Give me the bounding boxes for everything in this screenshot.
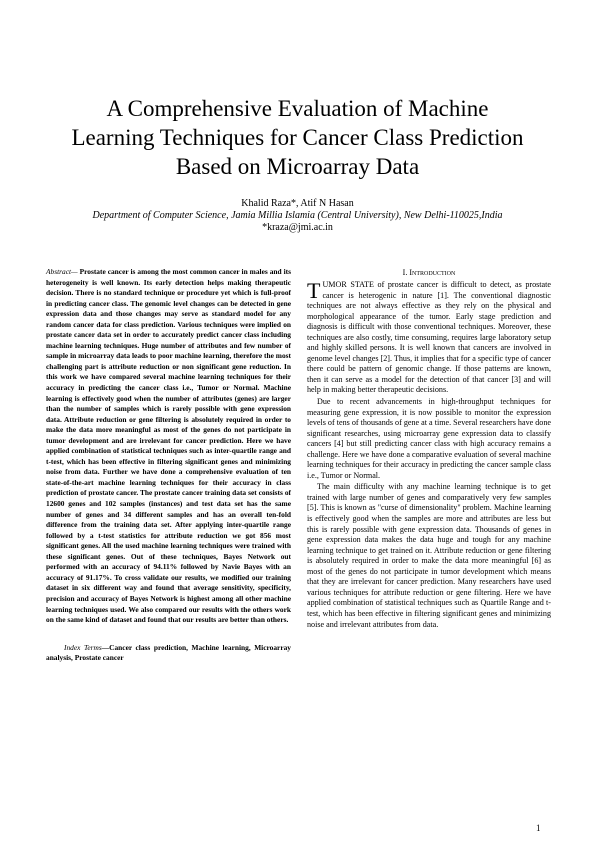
lead-in-caps: UMOR STATE xyxy=(322,280,374,289)
intro-paragraph-3: The main difficulty with any machine learning technique is to get trained with large number of genes and comparatively very few samples [5]. This is known as "curse of dimensionality" problem. Machine learning is effectively good when the samples are more and attributes are less but this is rarely possible with gene expression data. Thousands of genes in gene expression data makes the data huge and tough for any machine learning technique to get trained on it. Attribute reduction or gene filtering is absolutely required in order to make the data more meaningful [6] as most of the genes do not participate in tumor development which means that they are irrelevant for cancer prediction. Many researchers have used various techniques for attribute reduction or gene filtering. Here we have applied combination of statistical techniques such as Quartile Range and t-test, which has been effective in filtering significant genes and minimizing noise and irrelevant attributes from data. xyxy=(307,482,551,629)
page-number: 1 xyxy=(536,823,541,833)
abstract xyxy=(46,267,291,626)
abstract-label: Abstract— xyxy=(46,267,78,276)
section-number: I. xyxy=(402,268,408,277)
author-email: *kraza@jmi.ac.in xyxy=(262,222,333,233)
intro-paragraph-2: Due to recent advancements in high-throughput techniques for measuring gene expression, it is now possible to monitor the expression levels of tens of thousands of gene at a time. Several researchers have done significant researches, using microarray gene expression data to classify cancers [4] but still predicting cancer class with high accuracy remains a challenge. Here we have done a comparative evaluation of several machine learning techniques for their accuracy in predicting the cancer sample class i.e., Tumor or Normal. xyxy=(307,397,551,480)
section-title: Introduction xyxy=(409,268,456,277)
left-column xyxy=(46,267,291,664)
index-terms-label: Index Terms xyxy=(64,642,102,652)
index-terms-text: —Cancer class prediction, Machine learning, Microarray analysis, Prostate cancer xyxy=(46,642,292,663)
paper-title: A Comprehensive Evaluation of Machine Learning Techniques for Cancer Class Prediction Based on Microarray Data xyxy=(71,96,524,179)
paper-authors: Khalid Raza*, Atif N Hasan xyxy=(241,198,354,209)
drop-cap: T xyxy=(307,278,321,303)
intro-paragraph-1 xyxy=(307,280,551,396)
section-heading-introduction xyxy=(307,267,551,278)
index-terms xyxy=(46,643,291,664)
right-column xyxy=(307,267,551,631)
author-affiliation: Department of Computer Science, Jamia Millia Islamia (Central University), New Delhi-110025,India xyxy=(92,210,503,221)
abstract-text: Prostate cancer is among the most common cancer in males and its heterogeneity is well known. Its early detection helps making therapeutic decision. There is no standard technique or procedure yet which is full-proof in predicting cancer class. The genomic level changes can be detected in gene expression data and those changes may serve as standard model for any random cancer data for class prediction. Various techniques were implied on prostate cancer data set in order to accurately predict cancer class including machine learning techniques. Huge number of attributes and few number of sample in microarray data leads to poor machine learning, therefore the most challenging part is attribute reduction or non significant gene reduction. In this work we have compared several machine learning techniques for their accuracy in predicting the cancer class i.e., Tumor or Normal. Machine learning is effectively good when the number of attributes (genes) are larger than the number of samples which is rarely possible with gene expression data. Attribute reduction or gene filtering is absolutely required in order to make the data more meaningful as most of the genes do not participate in tumor development and are irrelevant for cancer prediction. Here we have applied combination of statistical techniques such as inter-quartile range and t-test, which has been effective in filtering significant genes and minimizing noise from data. Further we have done a comprehensive evaluation of ten state-of-the-art machine learning techniques for their accuracy in class prediction of prostate cancer. The prostate cancer training data set consists of 12600 genes and 102 samples (instances) and test data set has the same number of genes and 34 different samples and has an overall ten-fold difference from the training data set. After applying inter-quartile range followed by a t-test statistics for attribute reduction we got 856 most significant genes. All the used machine learning techniques were trained with these significant genes. Out of these techniques, Bayes Network out performed with an accuracy of 94.11% followed by Navie Bayes with an accuracy of 91.17%. To cross validate our results, we modified our training dataset in six different way and found that average sensitivity, specificity, precision and accuracy of Bayes Network is highest among all other machine learning techniques used. We also compared our results with the others work on the same kind of dataset and found that our results are better than others. xyxy=(46,267,291,625)
intro-paragraph-1-text: of prostate cancer is difficult to detect, as prostate cancer is heterogenic in nature [1]. The conventional diagnostic techniques are not always effective as they rely on the physical and morphological appearance of the tumor. Early stage prediction and diagnosis is difficult with those conventional techniques. Moreover, these techniques are also costly, time consuming, requires large laboratory setup and highly skilled persons. It is well known that cancers are involved in genome level changes [2]. Thus, it implies that for a specific type of cancer there could be pattern of genomic change. If those patterns are known, then it can serve as a model for the detection of that cancer [3] and will help in making better therapeutic decisions. xyxy=(307,280,551,395)
